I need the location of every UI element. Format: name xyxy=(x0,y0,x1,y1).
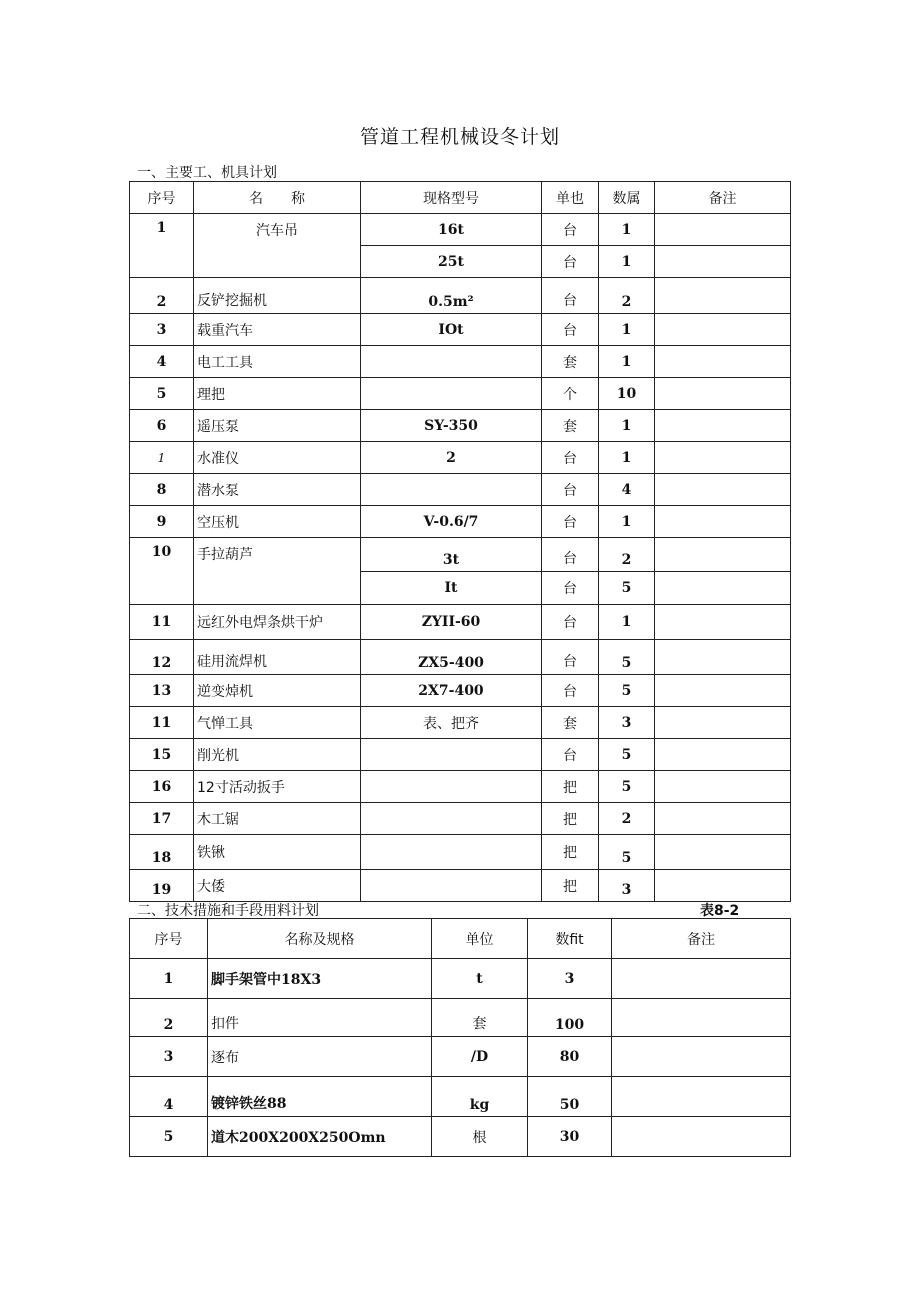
header-unit: 单也 xyxy=(542,182,599,214)
row-no: 12 xyxy=(130,640,194,675)
row-qty: 1 xyxy=(599,506,655,538)
row-model: 2X7-400 xyxy=(361,675,542,707)
row-no: 4 xyxy=(130,346,194,378)
table-row xyxy=(130,442,791,474)
header-qty: 数fit xyxy=(528,919,612,959)
row-unit: 台 xyxy=(542,572,599,605)
row-note xyxy=(655,278,791,314)
row-name: 电工工具 xyxy=(194,346,361,378)
row-name: 扣件 xyxy=(208,999,432,1037)
header-model: 现格型号 xyxy=(361,182,542,214)
row-note xyxy=(655,346,791,378)
row-note xyxy=(655,214,791,246)
row-model xyxy=(361,474,542,506)
header-name: 名称及规格 xyxy=(208,919,432,959)
row-no: 5 xyxy=(130,1117,208,1157)
table-row xyxy=(130,707,791,739)
row-qty: 2 xyxy=(599,278,655,314)
row-qty: 2 xyxy=(599,803,655,835)
row-qty: 5 xyxy=(599,835,655,870)
table-row xyxy=(130,1117,791,1157)
table-row xyxy=(130,474,791,506)
table-row xyxy=(130,346,791,378)
page-title: 管道工程机械设冬计划 xyxy=(359,126,560,148)
row-qty: 1 xyxy=(599,605,655,640)
row-qty: 4 xyxy=(599,474,655,506)
table-row xyxy=(130,835,791,870)
table-row xyxy=(130,378,791,410)
row-no: 13 xyxy=(130,675,194,707)
row-note xyxy=(655,605,791,640)
row-model: 0.5m² xyxy=(361,278,542,314)
row-qty: 80 xyxy=(528,1037,612,1077)
row-note xyxy=(655,771,791,803)
row-name: 道木200X200X250Omn xyxy=(208,1117,432,1157)
row-qty: 5 xyxy=(599,675,655,707)
row-name: 反铲挖掘机 xyxy=(194,278,361,314)
row-qty: 2 xyxy=(599,538,655,572)
row-name: 削光机 xyxy=(194,739,361,771)
section2-label: 二、技术措施和手段用料计划 xyxy=(137,903,319,919)
row-note xyxy=(655,675,791,707)
row-no: 10 xyxy=(130,538,194,605)
row-qty: 1 xyxy=(599,410,655,442)
row-unit: 台 xyxy=(542,442,599,474)
row-no: 4 xyxy=(130,1077,208,1117)
row-note xyxy=(655,538,791,572)
row-name: 空压机 xyxy=(194,506,361,538)
row-name: 大倭 xyxy=(194,870,361,902)
row-model: 3t xyxy=(361,538,542,572)
table-row xyxy=(130,506,791,538)
table-number: 表8-2 xyxy=(700,903,740,919)
table-row xyxy=(130,739,791,771)
row-note xyxy=(655,474,791,506)
row-unit: 台 xyxy=(542,640,599,675)
table-row xyxy=(130,1037,791,1077)
row-no: 19 xyxy=(130,870,194,902)
row-model: ZYII-60 xyxy=(361,605,542,640)
row-model: 16t xyxy=(361,214,542,246)
row-name: 理把 xyxy=(194,378,361,410)
row-name: 载重汽车 xyxy=(194,314,361,346)
table-row xyxy=(130,640,791,675)
row-note xyxy=(612,1037,791,1077)
row-no: 2 xyxy=(130,278,194,314)
header-no: 序号 xyxy=(130,182,194,214)
row-model xyxy=(361,835,542,870)
table-row xyxy=(130,959,791,999)
row-qty: 3 xyxy=(528,959,612,999)
row-note xyxy=(612,1077,791,1117)
row-name: 逐布 xyxy=(208,1037,432,1077)
row-unit: 把 xyxy=(542,803,599,835)
row-name: 手拉葫芦 xyxy=(194,538,361,605)
row-no: 3 xyxy=(130,314,194,346)
row-name: 镀锌铁丝88 xyxy=(208,1077,432,1117)
row-unit: 台 xyxy=(542,605,599,640)
row-model: 表、把齐 xyxy=(361,707,542,739)
row-unit: 把 xyxy=(542,870,599,902)
row-unit: 套 xyxy=(542,410,599,442)
row-model: IOt xyxy=(361,314,542,346)
row-unit: t xyxy=(432,959,528,999)
table-row xyxy=(130,314,791,346)
table-row xyxy=(130,870,791,902)
row-unit: 台 xyxy=(542,506,599,538)
row-no: 6 xyxy=(130,410,194,442)
table-row xyxy=(130,803,791,835)
row-unit: 台 xyxy=(542,675,599,707)
header-unit: 单位 xyxy=(432,919,528,959)
header-qty: 数属 xyxy=(599,182,655,214)
row-unit: 套 xyxy=(542,707,599,739)
row-name: 水准仪 xyxy=(194,442,361,474)
row-model: V-0.6/7 xyxy=(361,506,542,538)
table-header-row xyxy=(130,919,791,959)
row-qty: 10 xyxy=(599,378,655,410)
row-note xyxy=(655,378,791,410)
row-model xyxy=(361,739,542,771)
row-note xyxy=(655,246,791,278)
row-unit: 套 xyxy=(542,346,599,378)
row-note xyxy=(655,506,791,538)
row-qty: 1 xyxy=(599,314,655,346)
row-note xyxy=(612,959,791,999)
row-name: 木工锯 xyxy=(194,803,361,835)
row-no: 9 xyxy=(130,506,194,538)
row-qty: 5 xyxy=(599,739,655,771)
row-no: 17 xyxy=(130,803,194,835)
row-unit: 台 xyxy=(542,314,599,346)
header-note: 备注 xyxy=(612,919,791,959)
table-row xyxy=(130,675,791,707)
row-model: 2 xyxy=(361,442,542,474)
row-no: 2 xyxy=(130,999,208,1037)
row-note xyxy=(612,1117,791,1157)
row-unit: /D xyxy=(432,1037,528,1077)
row-unit: kg xyxy=(432,1077,528,1117)
row-unit: 个 xyxy=(542,378,599,410)
row-note xyxy=(655,640,791,675)
row-unit: 台 xyxy=(542,739,599,771)
table-row xyxy=(130,999,791,1037)
row-no: 1 xyxy=(130,442,194,474)
row-qty: 3 xyxy=(599,707,655,739)
row-no: 16 xyxy=(130,771,194,803)
row-name: 汽车吊 xyxy=(194,214,361,278)
row-name: 脚手架管中18X3 xyxy=(208,959,432,999)
row-name: 铁锹 xyxy=(194,835,361,870)
row-qty: 1 xyxy=(599,214,655,246)
row-model: 25t xyxy=(361,246,542,278)
row-unit: 把 xyxy=(542,771,599,803)
row-no: 1 xyxy=(130,959,208,999)
row-qty: 5 xyxy=(599,572,655,605)
row-note xyxy=(655,572,791,605)
row-no: 3 xyxy=(130,1037,208,1077)
row-note xyxy=(655,835,791,870)
row-unit: 把 xyxy=(542,835,599,870)
row-note xyxy=(655,442,791,474)
row-name: 12寸活动扳手 xyxy=(194,771,361,803)
row-no: 8 xyxy=(130,474,194,506)
row-model xyxy=(361,803,542,835)
row-model xyxy=(361,870,542,902)
row-unit: 台 xyxy=(542,246,599,278)
header-note: 备注 xyxy=(655,182,791,214)
row-unit: 根 xyxy=(432,1117,528,1157)
row-note xyxy=(655,870,791,902)
row-note xyxy=(655,803,791,835)
table-row xyxy=(130,278,791,314)
section1-label: 一、主要工、机具计划 xyxy=(137,165,277,181)
row-qty: 1 xyxy=(599,442,655,474)
row-qty: 100 xyxy=(528,999,612,1037)
row-no: 18 xyxy=(130,835,194,870)
table-row xyxy=(130,605,791,640)
table-row xyxy=(130,1077,791,1117)
row-unit: 台 xyxy=(542,538,599,572)
materials-table xyxy=(129,918,791,1157)
row-qty: 3 xyxy=(599,870,655,902)
row-note xyxy=(655,739,791,771)
row-model: It xyxy=(361,572,542,605)
row-model: ZX5-400 xyxy=(361,640,542,675)
table-row xyxy=(130,410,791,442)
row-no: 1 xyxy=(130,214,194,278)
row-no: 11 xyxy=(130,707,194,739)
row-name: 远红外电焊条烘干炉 xyxy=(194,605,361,640)
row-name: 硅用流焊机 xyxy=(194,640,361,675)
row-unit: 台 xyxy=(542,474,599,506)
table-row xyxy=(130,771,791,803)
row-note xyxy=(655,314,791,346)
row-no: 11 xyxy=(130,605,194,640)
row-name: 遥压泵 xyxy=(194,410,361,442)
row-name: 逆变焯机 xyxy=(194,675,361,707)
row-qty: 1 xyxy=(599,346,655,378)
equipment-table xyxy=(129,181,791,902)
row-unit: 台 xyxy=(542,214,599,246)
row-model xyxy=(361,378,542,410)
row-qty: 5 xyxy=(599,771,655,803)
header-no: 序号 xyxy=(130,919,208,959)
row-qty: 1 xyxy=(599,246,655,278)
row-note xyxy=(612,999,791,1037)
row-qty: 5 xyxy=(599,640,655,675)
row-note xyxy=(655,707,791,739)
row-model xyxy=(361,346,542,378)
row-unit: 台 xyxy=(542,278,599,314)
table-row xyxy=(130,214,791,246)
row-name: 气惮工具 xyxy=(194,707,361,739)
row-unit: 套 xyxy=(432,999,528,1037)
row-no: 5 xyxy=(130,378,194,410)
row-qty: 50 xyxy=(528,1077,612,1117)
row-model: SY-350 xyxy=(361,410,542,442)
table-row xyxy=(130,538,791,572)
row-no: 15 xyxy=(130,739,194,771)
row-note xyxy=(655,410,791,442)
row-model xyxy=(361,771,542,803)
table-header-row xyxy=(130,182,791,214)
header-name: 名 称 xyxy=(194,182,361,214)
row-qty: 30 xyxy=(528,1117,612,1157)
row-name: 潜水泵 xyxy=(194,474,361,506)
